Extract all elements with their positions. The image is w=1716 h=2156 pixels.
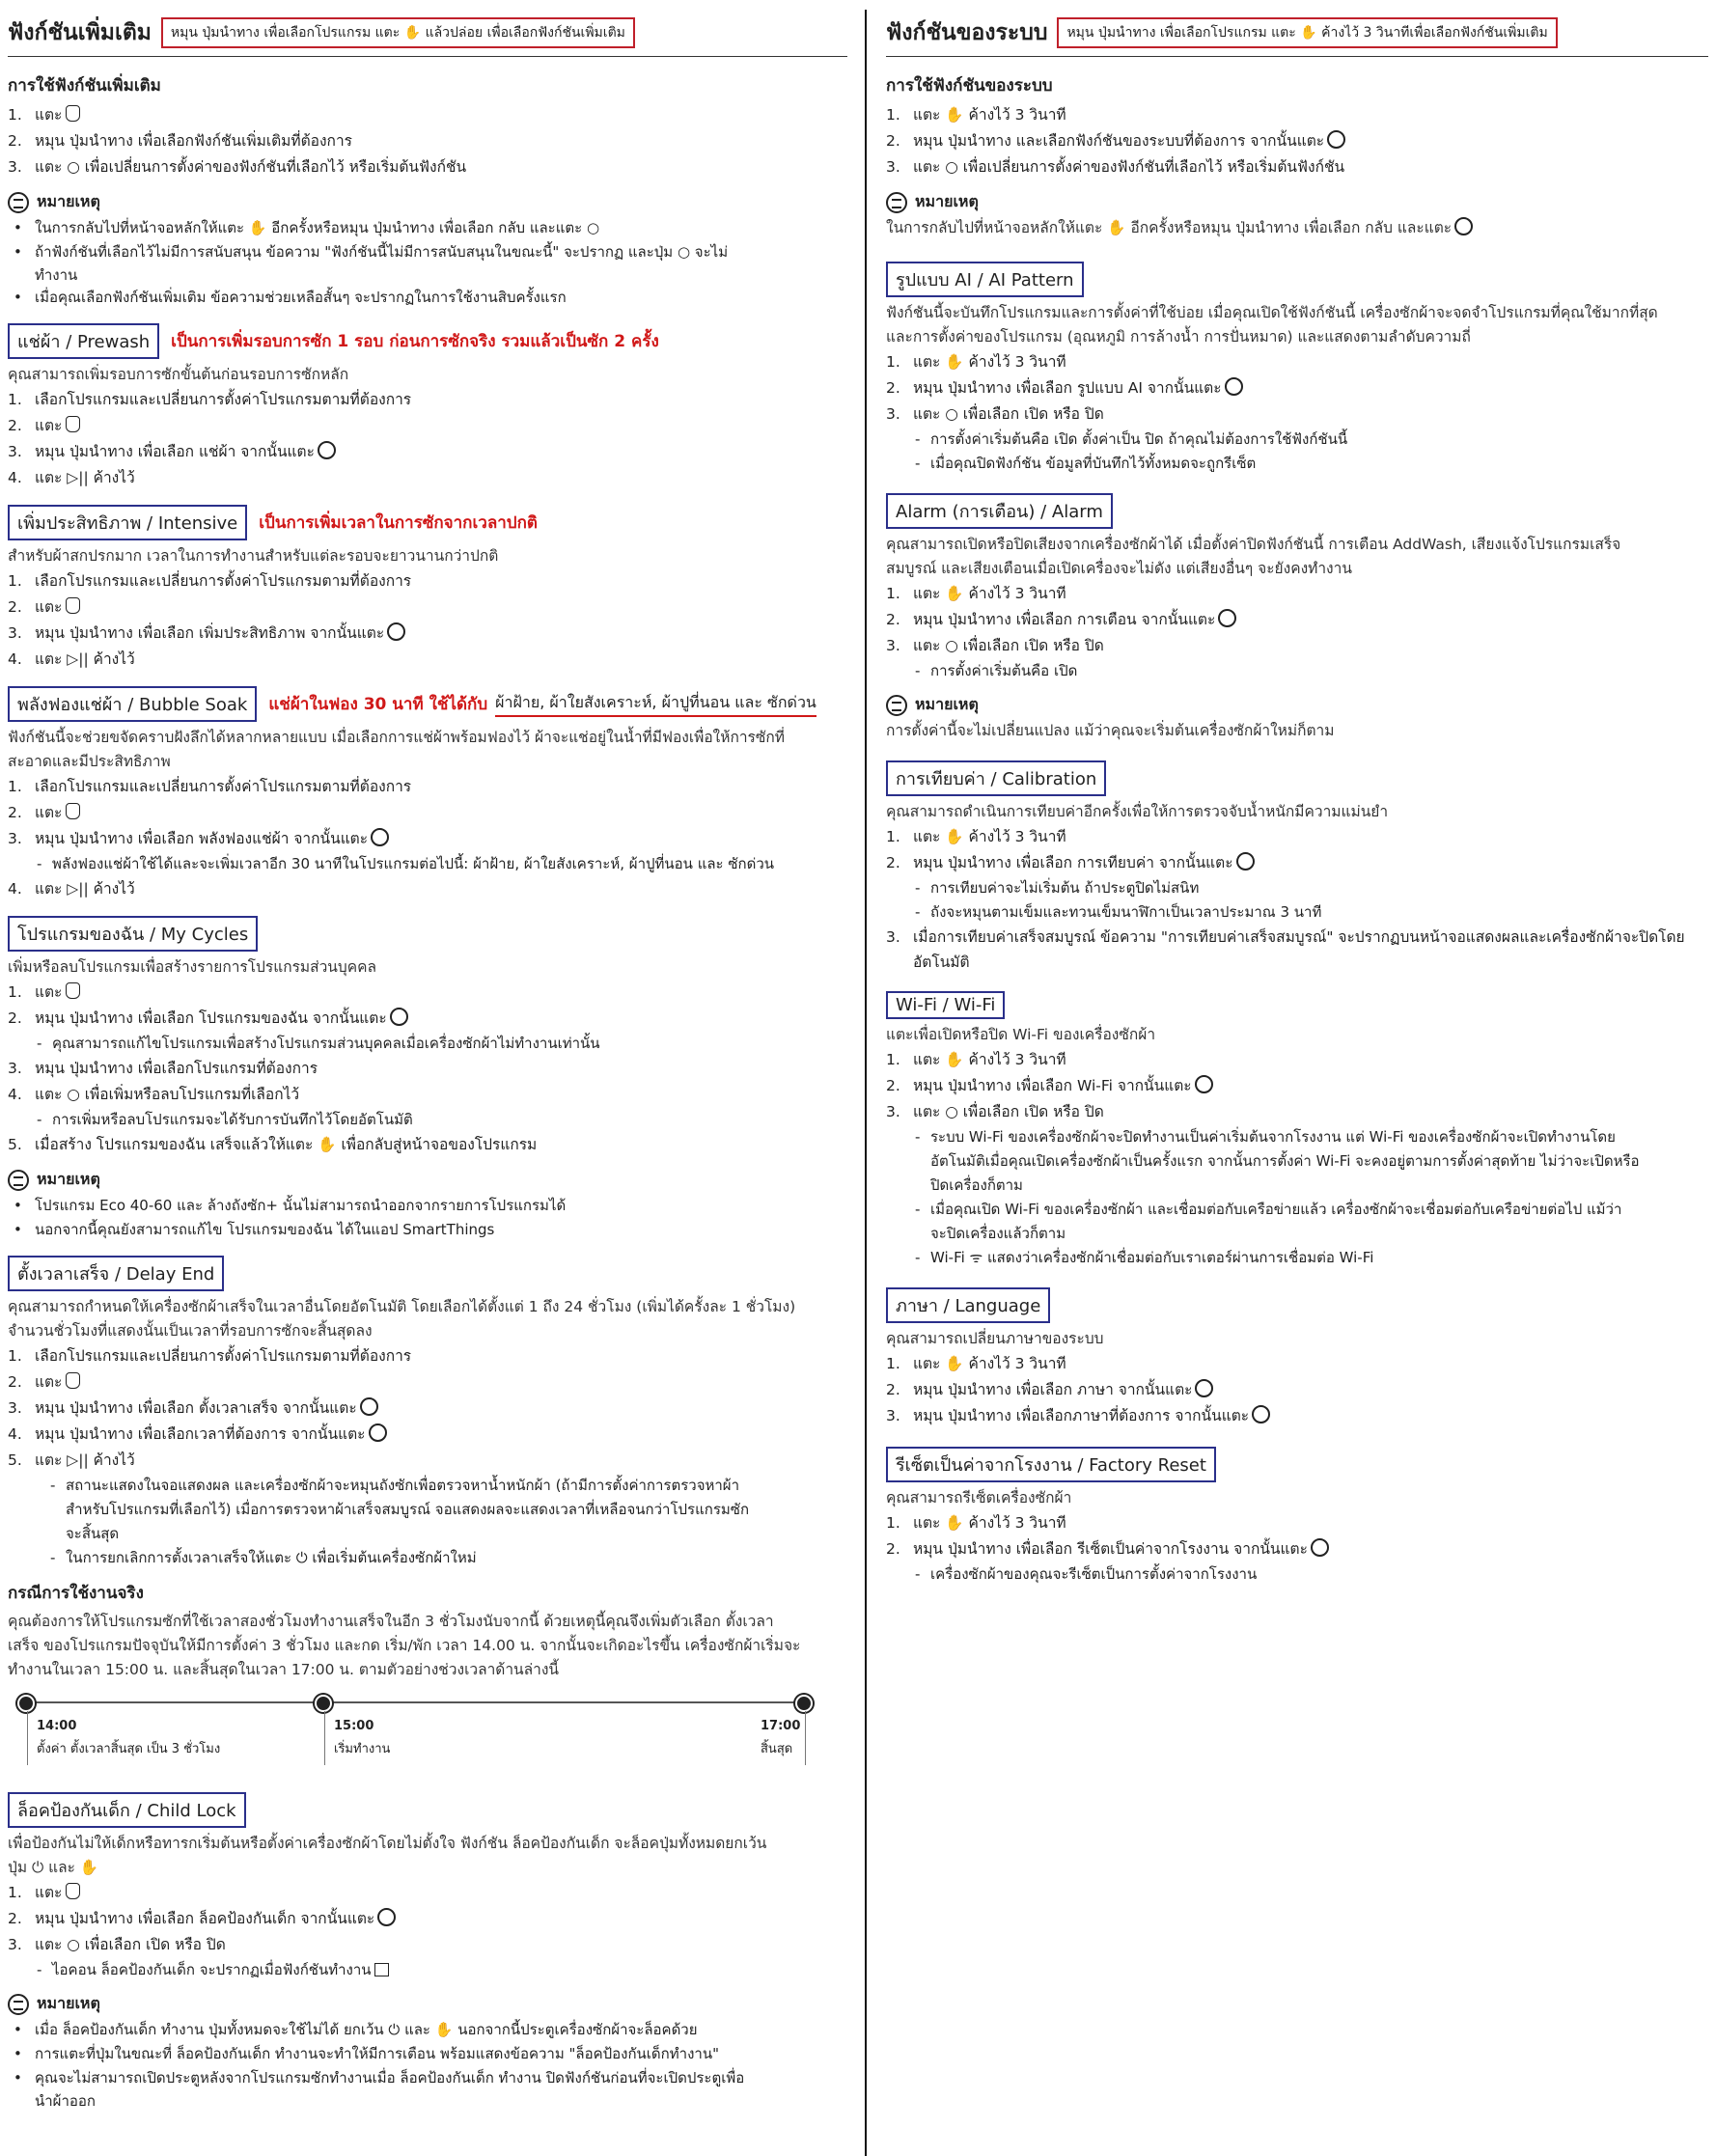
case-title: กรณีการใช้งานจริง bbox=[8, 1584, 144, 1603]
note-icon bbox=[886, 192, 907, 213]
timeline-label: ตั้งค่า ตั้งเวลาสิ้นสุด เป็น 3 ชั่วโมง bbox=[37, 1742, 221, 1756]
list-item: สำหรับโปรแกรมที่เลือกไว้) เมื่อการตรวจหาผ้าเสร็จสมบูรณ์ จอแสดงผลจะแสดงเวลาที่เหลือจนกว่าโปรแกรมซัก bbox=[66, 1501, 750, 1518]
list-item: - การตั้งค่าเริ่มต้นคือ เปิด bbox=[886, 659, 1708, 683]
list-item: 3. แตะ ○ เพื่อเปลี่ยนการตั้งค่าของฟังก์ชันที่เลือกไว้ หรือเริ่มต้นฟังก์ชัน bbox=[886, 158, 1345, 176]
use-title: การใช้ฟังก์ชันของระบบ bbox=[886, 76, 1053, 96]
left-header bbox=[8, 0, 847, 52]
note-heading: หมายเหตุ bbox=[8, 190, 847, 214]
list-item: - การเพิ่มหรือลบโปรแกรมจะได้รับการบันทึกไว้โดยอัตโนมัติ bbox=[8, 1108, 847, 1132]
section-child-lock bbox=[8, 1792, 847, 1828]
list-item: • ถ้าฟังก์ชันที่เลือกไว้ไม่มีการสนับสนุน ข้อความ "ฟังก์ชันนี้ไม่มีการสนับสนุนในขณะนี้" จะปรากฏ และปุ่ม ○ จะไม่ bbox=[8, 240, 847, 264]
note-heading: หมายเหตุ bbox=[886, 190, 1708, 214]
case-text: เสร็จ ของโปรแกรมปัจจุบันให้มีการตั้งค่า 3 ชั่วโมง และกด เริ่ม/พัก เวลา 14.00 น. จากนั้นจะเกิดอะไรขึ้น เครื่องซักผ้าเริ่มจะ bbox=[8, 1637, 801, 1654]
list-item: - ไอคอน ล็อคป้องกันเด็ก จะปรากฏเมื่อฟังก์ชันทำงาน bbox=[8, 1958, 847, 1982]
section-calibration bbox=[886, 760, 1708, 796]
list-item: 2. แตะ bbox=[8, 800, 847, 826]
list-item: - เมื่อคุณปิดฟังก์ชัน ข้อมูลที่บันทึกไว้ทั้งหมดจะถูกรีเซ็ต bbox=[886, 452, 1708, 476]
list-item: 2. หมุน ปุ่มนำทาง เพื่อเลือก รีเซ็ตเป็นค่าจากโรงงาน จากนั้นแตะ bbox=[886, 1536, 1708, 1562]
timeline-line bbox=[25, 1701, 807, 1703]
underlined-programs: ผ้าฝ้าย, ผ้าใยสังเคราะห์, ผ้าปูที่นอน และ ซักด่วน bbox=[495, 691, 816, 717]
section-title-box: แช่ผ้า / Prewash bbox=[8, 323, 159, 359]
tap-icon bbox=[66, 416, 80, 432]
list-item: 1. แตะ ✋ ค้างไว้ 3 วินาที bbox=[886, 1355, 1066, 1372]
select-icon bbox=[1195, 1075, 1213, 1093]
list-item: 1. เลือกโปรแกรมและเปลี่ยนการตั้งค่าโปรแกรมตามที่ต้องการ bbox=[8, 778, 412, 795]
header-instruction-box: หมุน ปุ่มนำทาง เพื่อเลือกโปรแกรม แตะ ✋ แล้วปล่อย เพื่อเลือกฟังก์ชันเพิ่มเติม bbox=[161, 17, 635, 48]
list-item: 1. เลือกโปรแกรมและเปลี่ยนการตั้งค่าโปรแกรมตามที่ต้องการ bbox=[8, 391, 412, 408]
section-title-box: การเทียบค่า / Calibration bbox=[886, 760, 1106, 796]
timeline-tick bbox=[324, 1711, 325, 1765]
list-item: 3. หมุน ปุ่มนำทาง เพื่อเลือก พลังฟองแช่ผ้า จากนั้นแตะ bbox=[8, 826, 847, 852]
section-description: เพิ่มหรือลบโปรแกรมเพื่อสร้างรายการโปรแกรมส่วนบุคคล bbox=[8, 958, 376, 976]
list-item: 5. แตะ ▷|| ค้างไว้ bbox=[8, 1451, 135, 1469]
note-heading: หมายเหตุ bbox=[8, 1992, 847, 2016]
section-my-cycles bbox=[8, 916, 847, 952]
section-description: ฟังก์ชันนี้จะบันทึกโปรแกรมและการตั้งค่าที่ใช้บ่อย เมื่อคุณเปิดใช้ฟังก์ชันนี้ เครื่องซักผ้าจะจดจำโปรแกรมที่คุณใช้มากที่สุด bbox=[886, 304, 1658, 321]
timeline-tick bbox=[805, 1711, 806, 1765]
timeline-time: 17:00 bbox=[761, 1719, 801, 1733]
header-rule bbox=[886, 56, 1708, 57]
section-factory-reset bbox=[886, 1447, 1708, 1482]
list-item: 1. แตะ ✋ ค้างไว้ 3 วินาที bbox=[886, 106, 1066, 124]
header-instruction-box: หมุน ปุ่มนำทาง เพื่อเลือกโปรแกรม แตะ ✋ ค้างไว้ 3 วินาทีเพื่อเลือกฟังก์ชันเพิ่มเติม bbox=[1057, 17, 1557, 48]
list-item: 3. หมุน ปุ่มนำทาง เพื่อเลือก เพิ่มประสิทธิภาพ จากนั้นแตะ bbox=[8, 621, 847, 647]
list-item: 1. แตะ bbox=[8, 980, 847, 1006]
timeline-dot bbox=[17, 1695, 35, 1712]
tap-icon bbox=[66, 982, 80, 999]
note-icon bbox=[8, 1994, 29, 2015]
note-icon bbox=[8, 1170, 29, 1191]
select-icon bbox=[1454, 217, 1473, 235]
list-item: 4. แตะ ▷|| ค้างไว้ bbox=[8, 650, 135, 668]
select-icon bbox=[377, 1908, 396, 1926]
section-title-box: ล็อคป้องกันเด็ก / Child Lock bbox=[8, 1792, 246, 1828]
list-item: นำผ้าออก bbox=[35, 2092, 96, 2110]
section-title-box: รีเซ็ตเป็นค่าจากโรงงาน / Factory Reset bbox=[886, 1447, 1216, 1482]
list-item: 1. แตะ ✋ ค้างไว้ 3 วินาที bbox=[886, 828, 1066, 845]
right-column bbox=[886, 0, 1708, 1587]
list-item: - การเทียบค่าจะไม่เริ่มต้น ถ้าประตูปิดไม่สนิท bbox=[886, 876, 1708, 900]
section-description: ฟังก์ชันนี้จะช่วยขจัดคราบฝังลึกได้หลากหลายแบบ เมื่อเลือกการแช่ผ้าพร้อมฟองไว้ ผ้าจะแช่อยู่ในน้ำที่มีฟองเพื่อให้การซักที่ bbox=[8, 729, 785, 746]
list-item: • เมื่อ ล็อคป้องกันเด็ก ทำงาน ปุ่มทั้งหมดจะใช้ไม่ได้ ยกเว้น ⏻ และ ✋ นอกจากนี้ประตูเครื่องซักผ้าจะล็อคด้วย bbox=[8, 2018, 847, 2042]
section-description: สะอาดและมีประสิทธิภาพ bbox=[8, 753, 171, 770]
list-item: - Wi-Fi ᯤ แสดงว่าเครื่องซักผ้าเชื่อมต่อกับเราเตอร์ผ่านการเชื่อมต่อ Wi-Fi bbox=[886, 1246, 1708, 1270]
list-item: 1. แตะ ✋ ค้างไว้ 3 วินาที bbox=[886, 585, 1066, 602]
list-item: 1. แตะ bbox=[8, 102, 847, 128]
list-item: 5. เมื่อสร้าง โปรแกรมของฉัน เสร็จแล้วให้แตะ ✋ เพื่อกลับสู่หน้าจอของโปรแกรม bbox=[8, 1136, 538, 1153]
list-item: จะสิ้นสุด bbox=[66, 1525, 120, 1542]
section-wifi bbox=[886, 991, 1708, 1019]
tap-icon bbox=[66, 105, 80, 122]
section-description: คุณสามารถเปิดหรือปิดเสียงจากเครื่องซักผ้าได้ เมื่อตั้งค่าปิดฟังก์ชันนี้ การเตือน AddWash, เสียงแจ้งโปรแกรมเสร็จ bbox=[886, 536, 1621, 553]
tap-icon bbox=[66, 803, 80, 819]
list-item: 4. แตะ ○ เพื่อเพิ่มหรือลบโปรแกรมที่เลือกไว้ bbox=[8, 1086, 300, 1103]
timeline-label: เริ่มทำงาน bbox=[334, 1742, 391, 1756]
list-item: อัตโนมัติเมื่อคุณเปิดเครื่องซักผ้าเป็นครั้งแรก จากนั้นการตั้งค่า Wi-Fi จะคงอยู่ตามการตั้งค่าสุดท้าย ไม่ว่าจะเปิดหรือ bbox=[930, 1152, 1640, 1170]
note-text: ในการกลับไปที่หน้าจอหลักให้แตะ ✋ อีกครั้งหรือหมุน ปุ่มนำทาง เพื่อเลือก กลับ และแตะ bbox=[886, 216, 1708, 240]
timeline-time: 15:00 bbox=[334, 1719, 374, 1733]
timeline-label: สิ้นสุด bbox=[761, 1742, 793, 1756]
section-description: คุณสามารถดำเนินการเทียบค่าอีกครั้งเพื่อให้การตรวจจับน้ำหนักมีความแม่นยำ bbox=[886, 803, 1389, 820]
list-item: - เมื่อคุณเปิด Wi-Fi ของเครื่องซักผ้า และเชื่อมต่อกับเครือข่ายแล้ว เครื่องซักผ้าจะเชื่อมต่อกับเครือข่ายต่อไป แม้ว่า bbox=[886, 1198, 1708, 1222]
section-bubble-soak bbox=[8, 686, 847, 722]
list-item: • คุณจะไม่สามารถเปิดประตูหลังจากโปรแกรมซักทำงานเมื่อ ล็อคป้องกันเด็ก ทำงาน ปิดฟังก์ชันก่อนที่จะเปิดประตูเพื่อ bbox=[8, 2066, 847, 2090]
list-item: ปิดเครื่องก็ตาม bbox=[930, 1176, 1023, 1194]
list-item: 2. แตะ bbox=[8, 594, 847, 621]
list-item: 1. แตะ ✋ ค้างไว้ 3 วินาที bbox=[886, 353, 1066, 371]
section-title-box: พลังฟองแช่ผ้า / Bubble Soak bbox=[8, 686, 257, 722]
use-title: การใช้ฟังก์ชันเพิ่มเติม bbox=[8, 76, 161, 96]
list-item: 2. หมุน ปุ่มนำทาง และเลือกฟังก์ชันของระบบที่ต้องการ จากนั้นแตะ bbox=[886, 128, 1708, 154]
select-icon bbox=[360, 1397, 378, 1416]
select-icon bbox=[371, 828, 389, 846]
list-item: 1. เลือกโปรแกรมและเปลี่ยนการตั้งค่าโปรแกรมตามที่ต้องการ bbox=[8, 1347, 412, 1365]
list-item: - ถังจะหมุนตามเข็มและทวนเข็มนาฬิกาเป็นเวลาประมาณ 3 นาที bbox=[886, 900, 1708, 925]
section-title-box: Alarm (การเตือน) / Alarm bbox=[886, 493, 1113, 529]
list-item: 1. แตะ ✋ ค้างไว้ 3 วินาที bbox=[886, 1514, 1066, 1532]
section-title-box: โปรแกรมของฉัน / My Cycles bbox=[8, 916, 258, 952]
section-description: ปุ่ม ⏻ และ ✋ bbox=[8, 1859, 99, 1876]
section-language bbox=[886, 1287, 1708, 1323]
section-description: คุณสามารถเปลี่ยนภาษาของระบบ bbox=[886, 1330, 1104, 1347]
timeline-dot bbox=[795, 1695, 813, 1712]
list-item: 3. หมุน ปุ่มนำทาง เพื่อเลือกโปรแกรมที่ต้องการ bbox=[8, 1060, 318, 1077]
select-icon bbox=[387, 622, 405, 641]
tap-icon bbox=[66, 1883, 80, 1899]
select-icon bbox=[1195, 1379, 1213, 1397]
section-description: และการตั้งค่าของโปรแกรม (อุณหภูมิ การล้างน้ำ การปั่นหมาด) และแสดงตามลำดับความถี่ bbox=[886, 328, 1471, 346]
select-icon bbox=[1225, 377, 1243, 396]
list-item: - การตั้งค่าเริ่มต้นคือ เปิด ตั้งค่าเป็น ปิด ถ้าคุณไม่ต้องการใช้ฟังก์ชันนี้ bbox=[886, 428, 1708, 452]
handwritten-note: เป็นการเพิ่มเวลาในการซักจากเวลาปกติ bbox=[259, 513, 538, 533]
tap-icon bbox=[66, 1372, 80, 1389]
list-item: • การแตะที่ปุ่มในขณะที่ ล็อคป้องกันเด็ก ทำงานจะทำให้มีการเตือน พร้อมแสดงข้อความ "ล็อคป้องกันเด็กทำงาน" bbox=[8, 2042, 847, 2066]
list-item: 2. หมุน ปุ่มนำทาง เพื่อเลือก ภาษา จากนั้นแตะ bbox=[886, 1377, 1708, 1403]
section-title-box: รูปแบบ AI / AI Pattern bbox=[886, 262, 1084, 297]
section-description: จำนวนชั่วโมงที่แสดงนั้นเป็นเวลาที่รอบการซักจะสิ้นสุดลง bbox=[8, 1322, 373, 1340]
section-description: แตะเพื่อเปิดหรือปิด Wi-Fi ของเครื่องซักผ้า bbox=[886, 1026, 1156, 1043]
note-icon bbox=[8, 192, 29, 213]
case-text: ทำงานในเวลา 15:00 น. และสิ้นสุดในเวลา 17:00 น. ตามตัวอย่างช่วงเวลาด้านล่างนี้ bbox=[8, 1661, 560, 1678]
column-divider bbox=[865, 10, 867, 2156]
note-icon bbox=[886, 695, 907, 716]
list-item: • เมื่อคุณเลือกฟังก์ชันเพิ่มเติม ข้อความช่วยเหลือสั้นๆ จะปรากฏในการใช้งานสิบครั้งแรก bbox=[8, 286, 847, 310]
section-title-box: Wi-Fi / Wi-Fi bbox=[886, 991, 1005, 1019]
list-item: 2. หมุน ปุ่มนำทาง เพื่อเลือกฟังก์ชันเพิ่มเติมที่ต้องการ bbox=[8, 132, 352, 150]
list-item: • นอกจากนี้คุณยังสามารถแก้ไข โปรแกรมของฉัน ได้ในแอป SmartThings bbox=[8, 1218, 847, 1242]
section-intensive bbox=[8, 505, 847, 540]
section-title-box: เพิ่มประสิทธิภาพ / Intensive bbox=[8, 505, 247, 540]
list-item: 3. หมุน ปุ่มนำทาง เพื่อเลือก ตั้งเวลาเสร็จ จากนั้นแตะ bbox=[8, 1396, 847, 1422]
list-item: - พลังฟองแช่ผ้าใช้ได้และจะเพิ่มเวลาอีก 30 นาทีในโปรแกรมต่อไปนี้: ผ้าฝ้าย, ผ้าใยสังเคราะห์, ผ้าปูที่นอน และ ซักด่วน bbox=[8, 852, 847, 876]
note-heading: หมายเหตุ bbox=[8, 1168, 847, 1192]
list-item: 2. หมุน ปุ่มนำทาง เพื่อเลือก การเตือน จากนั้นแตะ bbox=[886, 607, 1708, 633]
select-icon bbox=[369, 1424, 387, 1442]
list-item: 1. แตะ ✋ ค้างไว้ 3 วินาที bbox=[886, 1051, 1066, 1068]
list-item: 3. หมุน ปุ่มนำทาง เพื่อเลือก แช่ผ้า จากนั้นแตะ bbox=[8, 439, 847, 465]
section-description: สำหรับผ้าสกปรกมาก เวลาในการทำงานสำหรับแต่ละรอบจะยาวนานกว่าปกติ bbox=[8, 547, 499, 565]
list-item: 4. หมุน ปุ่มนำทาง เพื่อเลือกเวลาที่ต้องการ จากนั้นแตะ bbox=[8, 1422, 847, 1448]
list-item: 2. หมุน ปุ่มนำทาง เพื่อเลือก Wi-Fi จากนั้นแตะ bbox=[886, 1073, 1708, 1099]
select-icon bbox=[1236, 852, 1255, 871]
list-item: 4. แตะ ▷|| ค้างไว้ bbox=[8, 469, 135, 486]
section-alarm bbox=[886, 493, 1708, 529]
select-icon bbox=[390, 1008, 408, 1026]
section-ai-pattern bbox=[886, 262, 1708, 297]
list-item: - คุณสามารถแก้ไขโปรแกรมเพื่อสร้างโปรแกรมส่วนบุคคลเมื่อเครื่องซักผ้าไม่ทำงานเท่านั้น bbox=[8, 1032, 847, 1056]
page-title-system-functions: ฟังก์ชันของระบบ bbox=[886, 20, 1048, 45]
list-item: - เครื่องซักผ้าของคุณจะรีเซ็ตเป็นการตั้งค่าจากโรงงาน bbox=[886, 1562, 1708, 1587]
timeline-tick bbox=[27, 1711, 28, 1765]
timeline-dot bbox=[315, 1695, 332, 1712]
list-item: 1. เลือกโปรแกรมและเปลี่ยนการตั้งค่าโปรแกรมตามที่ต้องการ bbox=[8, 572, 412, 590]
list-item: 2. หมุน ปุ่มนำทาง เพื่อเลือก รูปแบบ AI จากนั้นแตะ bbox=[886, 375, 1708, 401]
child-lock-icon bbox=[374, 1963, 389, 1976]
tap-icon bbox=[66, 597, 80, 614]
list-item: - ระบบ Wi-Fi ของเครื่องซักผ้าจะปิดทำงานเป็นค่าเริ่มต้นจากโรงงาน แต่ Wi-Fi ของเครื่องซักผ้าจะเปิดทำงานโดย bbox=[886, 1125, 1708, 1149]
list-item: อัตโนมัติ bbox=[913, 954, 970, 971]
section-prewash bbox=[8, 323, 847, 359]
page-title-extra-functions: ฟังก์ชันเพิ่มเติม bbox=[8, 20, 152, 45]
section-description: คุณสามารถเพิ่มรอบการซักขั้นต้นก่อนรอบการซักหลัก bbox=[8, 366, 349, 383]
left-column bbox=[8, 0, 847, 2112]
select-icon bbox=[1218, 609, 1236, 627]
select-icon bbox=[318, 441, 336, 459]
list-item: 3. แตะ ○ เพื่อเลือก เปิด หรือ ปิด bbox=[886, 405, 1104, 423]
note-heading: หมายเหตุ bbox=[886, 693, 1708, 717]
list-item: 2. หมุน ปุ่มนำทาง เพื่อเลือก การเทียบค่า จากนั้นแตะ bbox=[886, 850, 1708, 876]
list-item: • ในการกลับไปที่หน้าจอหลักให้แตะ ✋ อีกครั้งหรือหมุน ปุ่มนำทาง เพื่อเลือก กลับ และแตะ ○ bbox=[8, 216, 847, 240]
list-item: • โปรแกรม Eco 40-60 และ ล้างถังซัก+ นั้นไม่สามารถนำออกจากรายการโปรแกรมได้ bbox=[8, 1194, 847, 1218]
list-item: - สถานะแสดงในจอแสดงผล และเครื่องซักผ้าจะหมุนถังซักเพื่อตรวจหาน้ำหนักผ้า (ถ้ามีการตั้งค่าการตรวจหาผ้า bbox=[8, 1474, 847, 1498]
handwritten-note: แช่ผ้าในฟอง 30 นาที ใช้ได้กับ bbox=[268, 695, 488, 714]
list-item: 2. แตะ bbox=[8, 1369, 847, 1396]
list-item: จะปิดเครื่องแล้วก็ตาม bbox=[930, 1225, 1066, 1242]
section-description: คุณสามารถกำหนดให้เครื่องซักผ้าเสร็จในเวลาอื่นโดยอัตโนมัติ โดยเลือกได้ตั้งแต่ 1 ถึง 24 ชั่วโมง (เพิ่มได้ครั้งละ 1 ชั่วโมง) bbox=[8, 1298, 796, 1315]
handwritten-note: เป็นการเพิ่มรอบการซัก 1 รอบ ก่อนการซักจริง รวมแล้วเป็นซัก 2 ครั้ง bbox=[171, 332, 659, 351]
section-title-box: ตั้งเวลาเสร็จ / Delay End bbox=[8, 1256, 224, 1291]
list-item: 3. แตะ ○ เพื่อเปลี่ยนการตั้งค่าของฟังก์ชันที่เลือกไว้ หรือเริ่มต้นฟังก์ชัน bbox=[8, 158, 467, 176]
list-item: 3. เมื่อการเทียบค่าเสร็จสมบูรณ์ ข้อความ "การเทียบค่าเสร็จสมบูรณ์" จะปรากฏบนหน้าจอแสดงผลและเครื่องซักผ้าจะปิดโดย bbox=[886, 928, 1685, 946]
list-item: 1. แตะ bbox=[8, 1880, 847, 1906]
select-icon bbox=[1311, 1538, 1329, 1557]
section-description: สมบูรณ์ และเสียงเตือนเมื่อเปิดเครื่องจะไม่ดัง แต่เสียงอื่นๆ จะยังคงทำงาน bbox=[886, 560, 1352, 577]
select-icon bbox=[1252, 1405, 1270, 1424]
note-text: การตั้งค่านี้จะไม่เปลี่ยนแปลง แม้ว่าคุณจะเริ่มต้นเครื่องซักผ้าใหม่ก็ตาม bbox=[886, 722, 1335, 739]
list-item: 4. แตะ ▷|| ค้างไว้ bbox=[8, 880, 135, 898]
case-text: คุณต้องการให้โปรแกรมซักที่ใช้เวลาสองชั่วโมงทำงานเสร็จในอีก 3 ชั่วโมงนับจากนี้ ด้วยเหตุนี้คุณจึงเพิ่มตัวเลือก ตั้งเวลา bbox=[8, 1613, 774, 1630]
list-item: 3. แตะ ○ เพื่อเลือก เปิด หรือ ปิด bbox=[886, 637, 1104, 654]
timeline-time: 14:00 bbox=[37, 1719, 77, 1733]
section-title-box: ภาษา / Language bbox=[886, 1287, 1050, 1323]
list-item: ทำงาน bbox=[35, 266, 78, 284]
delay-timeline bbox=[8, 1692, 847, 1779]
list-item: - ในการยกเลิกการตั้งเวลาเสร็จให้แตะ ⏻ เพื่อเริ่มต้นเครื่องซักผ้าใหม่ bbox=[8, 1546, 847, 1570]
list-item: 2. แตะ bbox=[8, 413, 847, 439]
section-delay-end bbox=[8, 1256, 847, 1291]
section-description: เพื่อป้องกันไม่ให้เด็กหรือทารกเริ่มต้นหรือตั้งค่าเครื่องซักผ้าโดยไม่ตั้งใจ ฟังก์ชัน ล็อคป้องกันเด็ก จะล็อคปุ่มทั้งหมดยกเว้น bbox=[8, 1835, 767, 1852]
select-icon bbox=[1327, 130, 1345, 149]
list-item: 3. แตะ ○ เพื่อเลือก เปิด หรือ ปิด bbox=[886, 1103, 1104, 1120]
list-item: 3. หมุน ปุ่มนำทาง เพื่อเลือกภาษาที่ต้องการ จากนั้นแตะ bbox=[886, 1403, 1708, 1429]
list-item: 2. หมุน ปุ่มนำทาง เพื่อเลือก โปรแกรมของฉัน จากนั้นแตะ bbox=[8, 1006, 847, 1032]
right-header bbox=[886, 0, 1708, 52]
list-item: 2. หมุน ปุ่มนำทาง เพื่อเลือก ล็อคป้องกันเด็ก จากนั้นแตะ bbox=[8, 1906, 847, 1932]
header-rule bbox=[8, 56, 847, 57]
list-item: 3. แตะ ○ เพื่อเลือก เปิด หรือ ปิด bbox=[8, 1936, 226, 1953]
section-description: คุณสามารถรีเซ็ตเครื่องซักผ้า bbox=[886, 1489, 1072, 1506]
